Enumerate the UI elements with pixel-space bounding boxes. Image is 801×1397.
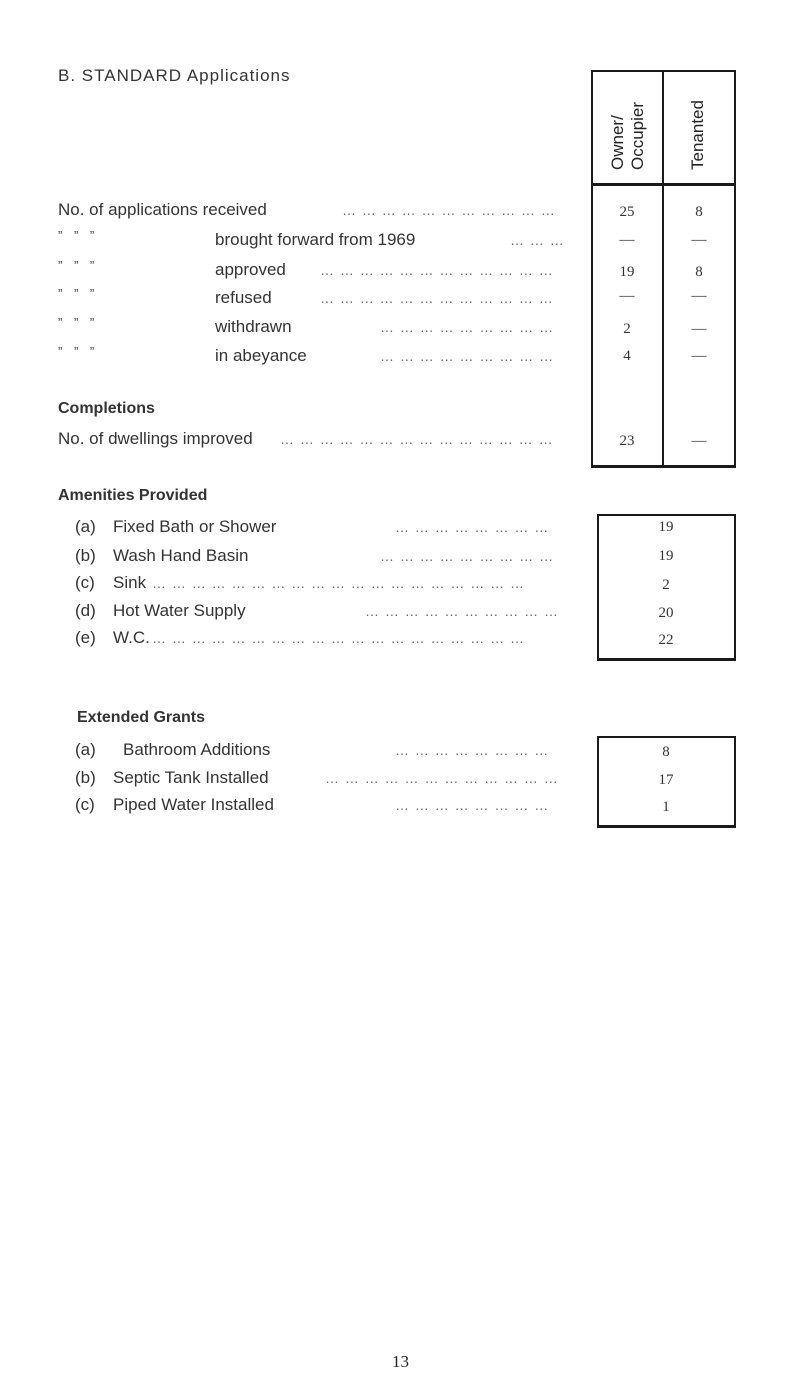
grants-box-bottom (597, 825, 736, 828)
amenities-box-bottom (597, 658, 736, 661)
list-item-letter: (b) (75, 546, 96, 565)
ditto-marks: ” ” ” (58, 286, 99, 301)
list-item: in abeyance (215, 346, 307, 365)
owner-value: 19 (619, 264, 635, 280)
table-middle-border (662, 70, 664, 468)
leader-dots: … … … … … … … … … (380, 348, 555, 364)
amenity-value: 2 (662, 577, 670, 593)
leader-dots: … … … … … … … … … … … (342, 202, 556, 218)
ditto-marks: ” ” ” (58, 258, 99, 273)
owner-value: 4 (623, 348, 631, 364)
list-item: Fixed Bath or Shower (113, 517, 277, 536)
list-item: brought forward from 1969 (215, 230, 416, 249)
amenity-value: 22 (658, 632, 674, 648)
owner-occupier-header: Owner/ Occupier (608, 101, 647, 170)
grant-value: 8 (662, 744, 670, 760)
owner-value: — (619, 288, 635, 304)
amenity-value: 19 (658, 519, 674, 535)
list-item-letter: (b) (75, 768, 96, 787)
ditto-marks: ” ” ” (58, 228, 99, 243)
leader-dots: … … … … … … … … … (380, 548, 555, 564)
grants-box-top (597, 736, 736, 738)
leader-dots: … … … … … … … … … … … … (325, 770, 559, 786)
amenities-box-left (597, 514, 599, 661)
list-item: approved (215, 260, 286, 279)
grant-value: 1 (662, 799, 670, 815)
list-item-letter: (e) (75, 628, 96, 647)
list-item: Bathroom Additions (123, 740, 271, 759)
amenity-value: 19 (658, 548, 674, 564)
list-item: No. of applications received (58, 200, 267, 219)
leader-dots: … … … … … … … … … … … … (320, 262, 554, 278)
table-left-border (591, 70, 593, 468)
section-title: B. STANDARD Applications (58, 66, 291, 85)
list-item-letter: (d) (75, 601, 96, 620)
completions-tenant-value: — (691, 433, 707, 449)
grants-box-left (597, 736, 599, 828)
amenities-heading: Amenities Provided (58, 487, 208, 504)
grants-box-right (734, 736, 736, 828)
leader-dots: … … … … … … … … … … … … … … … … … … … (152, 575, 526, 591)
tenant-value: — (691, 288, 707, 304)
list-item: Piped Water Installed (113, 795, 274, 814)
leader-dots: … … … … … … … … (395, 519, 550, 535)
grant-value: 17 (658, 772, 674, 788)
ditto-marks: ” ” ” (58, 344, 99, 359)
list-item-letter: (a) (75, 740, 96, 759)
tenant-value: 8 (695, 204, 703, 220)
leader-dots: … … … … … … … … … … … … … … … … … … … (152, 630, 526, 646)
amenity-value: 20 (658, 605, 674, 621)
ditto-marks: ” ” ” (58, 315, 99, 330)
list-item: refused (215, 288, 272, 307)
leader-dots: … … … … … … … … … … (365, 603, 560, 619)
list-item: Sink (113, 573, 147, 592)
owner-value: 2 (623, 321, 631, 337)
tenanted-header: Tenanted (688, 100, 707, 170)
completions-owner-value: 23 (619, 433, 635, 449)
tenant-value: — (691, 348, 707, 364)
extended-grants-heading: Extended Grants (77, 709, 206, 726)
owner-value: 25 (619, 204, 635, 220)
list-item: Hot Water Supply (113, 601, 246, 620)
list-item: W.C. (113, 628, 150, 647)
list-item-letter: (a) (75, 517, 96, 536)
leader-dots: … … … … … … … … … (380, 319, 555, 335)
amenities-box-top (597, 514, 736, 516)
leader-dots: … … … … … … … … (395, 742, 550, 758)
amenities-box-right (734, 514, 736, 661)
leader-dots: … … … (510, 232, 565, 248)
leader-dots: … … … … … … … … … … … … (320, 290, 554, 306)
owner-value: — (619, 232, 635, 248)
page-number: 13 (392, 1352, 409, 1371)
list-item-letter: (c) (75, 795, 95, 814)
tenant-value: 8 (695, 264, 703, 280)
list-item-letter: (c) (75, 573, 95, 592)
table-right-border (734, 70, 736, 468)
tenant-value: — (691, 321, 707, 337)
leader-dots: … … … … … … … … … … … … … … (280, 431, 554, 447)
completions-label: No. of dwellings improved (58, 429, 253, 448)
list-item: Septic Tank Installed (113, 768, 269, 787)
completions-heading: Completions (58, 400, 155, 417)
list-item: withdrawn (215, 317, 292, 336)
tenant-value: — (691, 232, 707, 248)
leader-dots: … … … … … … … … (395, 797, 550, 813)
list-item: Wash Hand Basin (113, 546, 249, 565)
